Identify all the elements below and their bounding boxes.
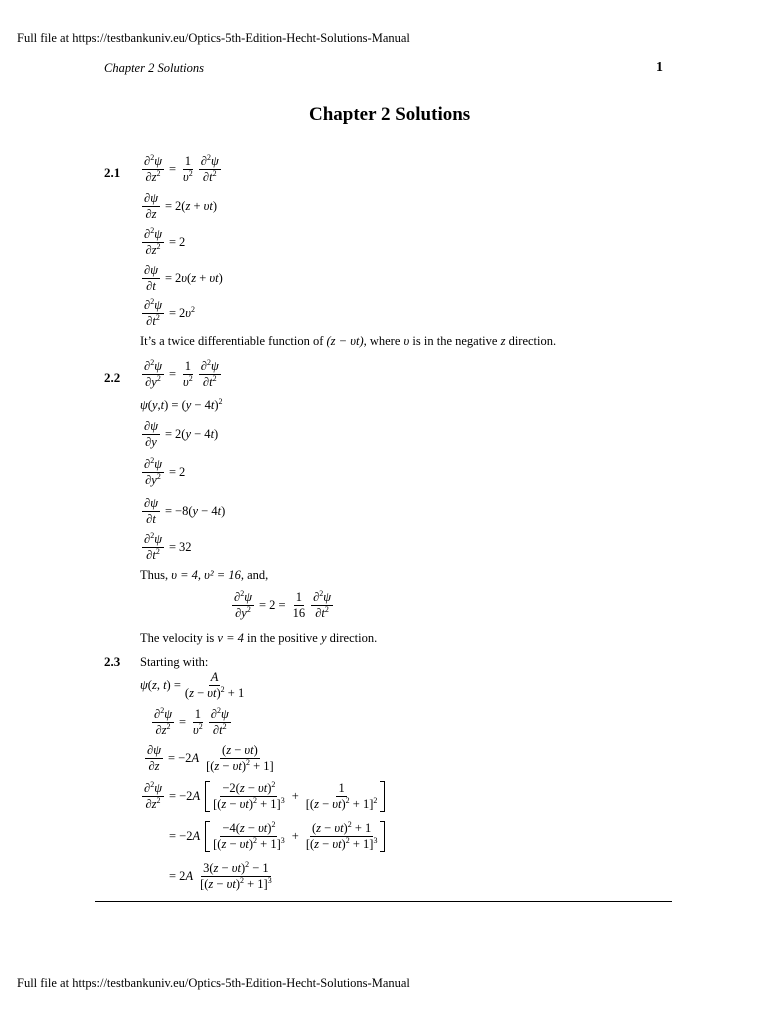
problem-number-2-3: 2.3 <box>104 654 121 669</box>
page-number: 1 <box>656 60 663 75</box>
equation-wave-y: $\frac{\partial^2\psi}{\partial y^2}$ = $\frac{1}{\upsilon^2}$ $\frac{\partial^2\psi}{\partial t^2}$ <box>144 358 219 390</box>
equation-psi-definition: $\psi(y,t) = (y - 4t)^2$ <box>140 397 223 412</box>
thus-statement: Thus, υ = 4, υ² = 16, and, <box>140 568 269 582</box>
problem-number-2-1: 2.1 <box>104 165 121 180</box>
equation-dpsi-dz: $\frac{\partial\psi}{\partial z}$ = 2(z + υt) <box>144 191 218 222</box>
equation-dpsi-dt: $\frac{\partial\psi}{\partial t}$ = 2υ(z + υt) <box>144 263 223 294</box>
starting-with: Starting with: <box>140 655 209 669</box>
conclusion-2-1: It’s a twice differentiable function of (z − υt), where υ is in the negative z direction. <box>140 334 557 348</box>
equation-d2psi-dy2: $\frac{\partial^2\psi}{\partial y^2}$ = 2 <box>144 456 186 488</box>
equation-wave-z-2-3: $\frac{\partial^2\psi}{\partial z^2}$ = $\frac{1}{\upsilon^2}$ $\frac{\partial^2\psi}{\partial t^2}$ <box>154 706 229 738</box>
velocity-statement: The velocity is v = 4 in the positive y direction. <box>140 631 378 645</box>
equation-d2psi-dz2-result: = 2A $\frac{3(z - \upsilon t)^2 - 1}{[(z - \upsilon t)^2 + 1]^3}$ <box>169 860 272 892</box>
equation-d2psi-dz2: $\frac{\partial^2\psi}{\partial z^2}$ = 2 <box>144 226 186 258</box>
equation-psi-lorentzian: ψ(z, t) = $\frac{A}{(z - \upsilon t)^2 + 1}$ <box>140 670 245 701</box>
running-title: Chapter 2 Solutions <box>104 61 205 75</box>
equation-dpsi-dt-2: $\frac{\partial\psi}{\partial t}$ = −8(y − 4t) <box>144 496 226 527</box>
equation-wave-y-result: $\frac{\partial^2\psi}{\partial y^2}$ = 2 = $\frac{1}{16}$ $\frac{\partial^2\psi}{\partial t^2}$ <box>234 589 332 621</box>
equation-d2psi-dz2-step2: = −2A $\frac{-4(z - \upsilon t)^2}{[(z - \upsilon t)^2 + 1]^3}$ + $\frac{(z - \upsilon t)^2 + 1}{[(z - \upsilon t)^2 + 1]^3}$ <box>166 821 387 852</box>
equation-wave-z: $\frac{\partial^2\psi}{\partial z^2}$ = $\frac{1}{\upsilon^2}$ $\frac{\partial^2\psi}{\partial t^2}$ <box>144 153 219 185</box>
bottom-banner: Full file at https://testbankuniv.eu/Optics-5th-Edition-Hecht-Solutions-Manual <box>17 976 410 990</box>
top-banner: Full file at https://testbankuniv.eu/Optics-5th-Edition-Hecht-Solutions-Manual <box>17 31 410 45</box>
equation-d2psi-dz2-step1: $\frac{\partial^2\psi}{\partial z^2}$ = −2A $\frac{-2(z - \upsilon t)^2}{[(z - \upsilon t)^2 + 1]^3}$ + $\frac{1}{[(z - \upsilon t)^2 + 1]^2}$ <box>140 781 387 812</box>
equation-dpsi-dz-2-3: $\frac{\partial\psi}{\partial z}$ = −2A $\frac{(z - \upsilon t)}{[(z - \upsilon t)^2 + 1]}$ <box>147 743 274 774</box>
equation-dpsi-dy: $\frac{\partial\psi}{\partial y}$ = 2(y − 4t) <box>144 419 219 450</box>
page-title: Chapter 2 Solutions <box>309 104 471 125</box>
equation-d2psi-dt2-2: $\frac{\partial^2\psi}{\partial t^2}$ = 32 <box>144 531 192 563</box>
equation-d2psi-dt2: $\frac{\partial^2\psi}{\partial t^2}$ = $2\upsilon^2$ <box>144 297 196 329</box>
problem-number-2-2: 2.2 <box>104 370 121 385</box>
page-rule <box>95 901 672 902</box>
